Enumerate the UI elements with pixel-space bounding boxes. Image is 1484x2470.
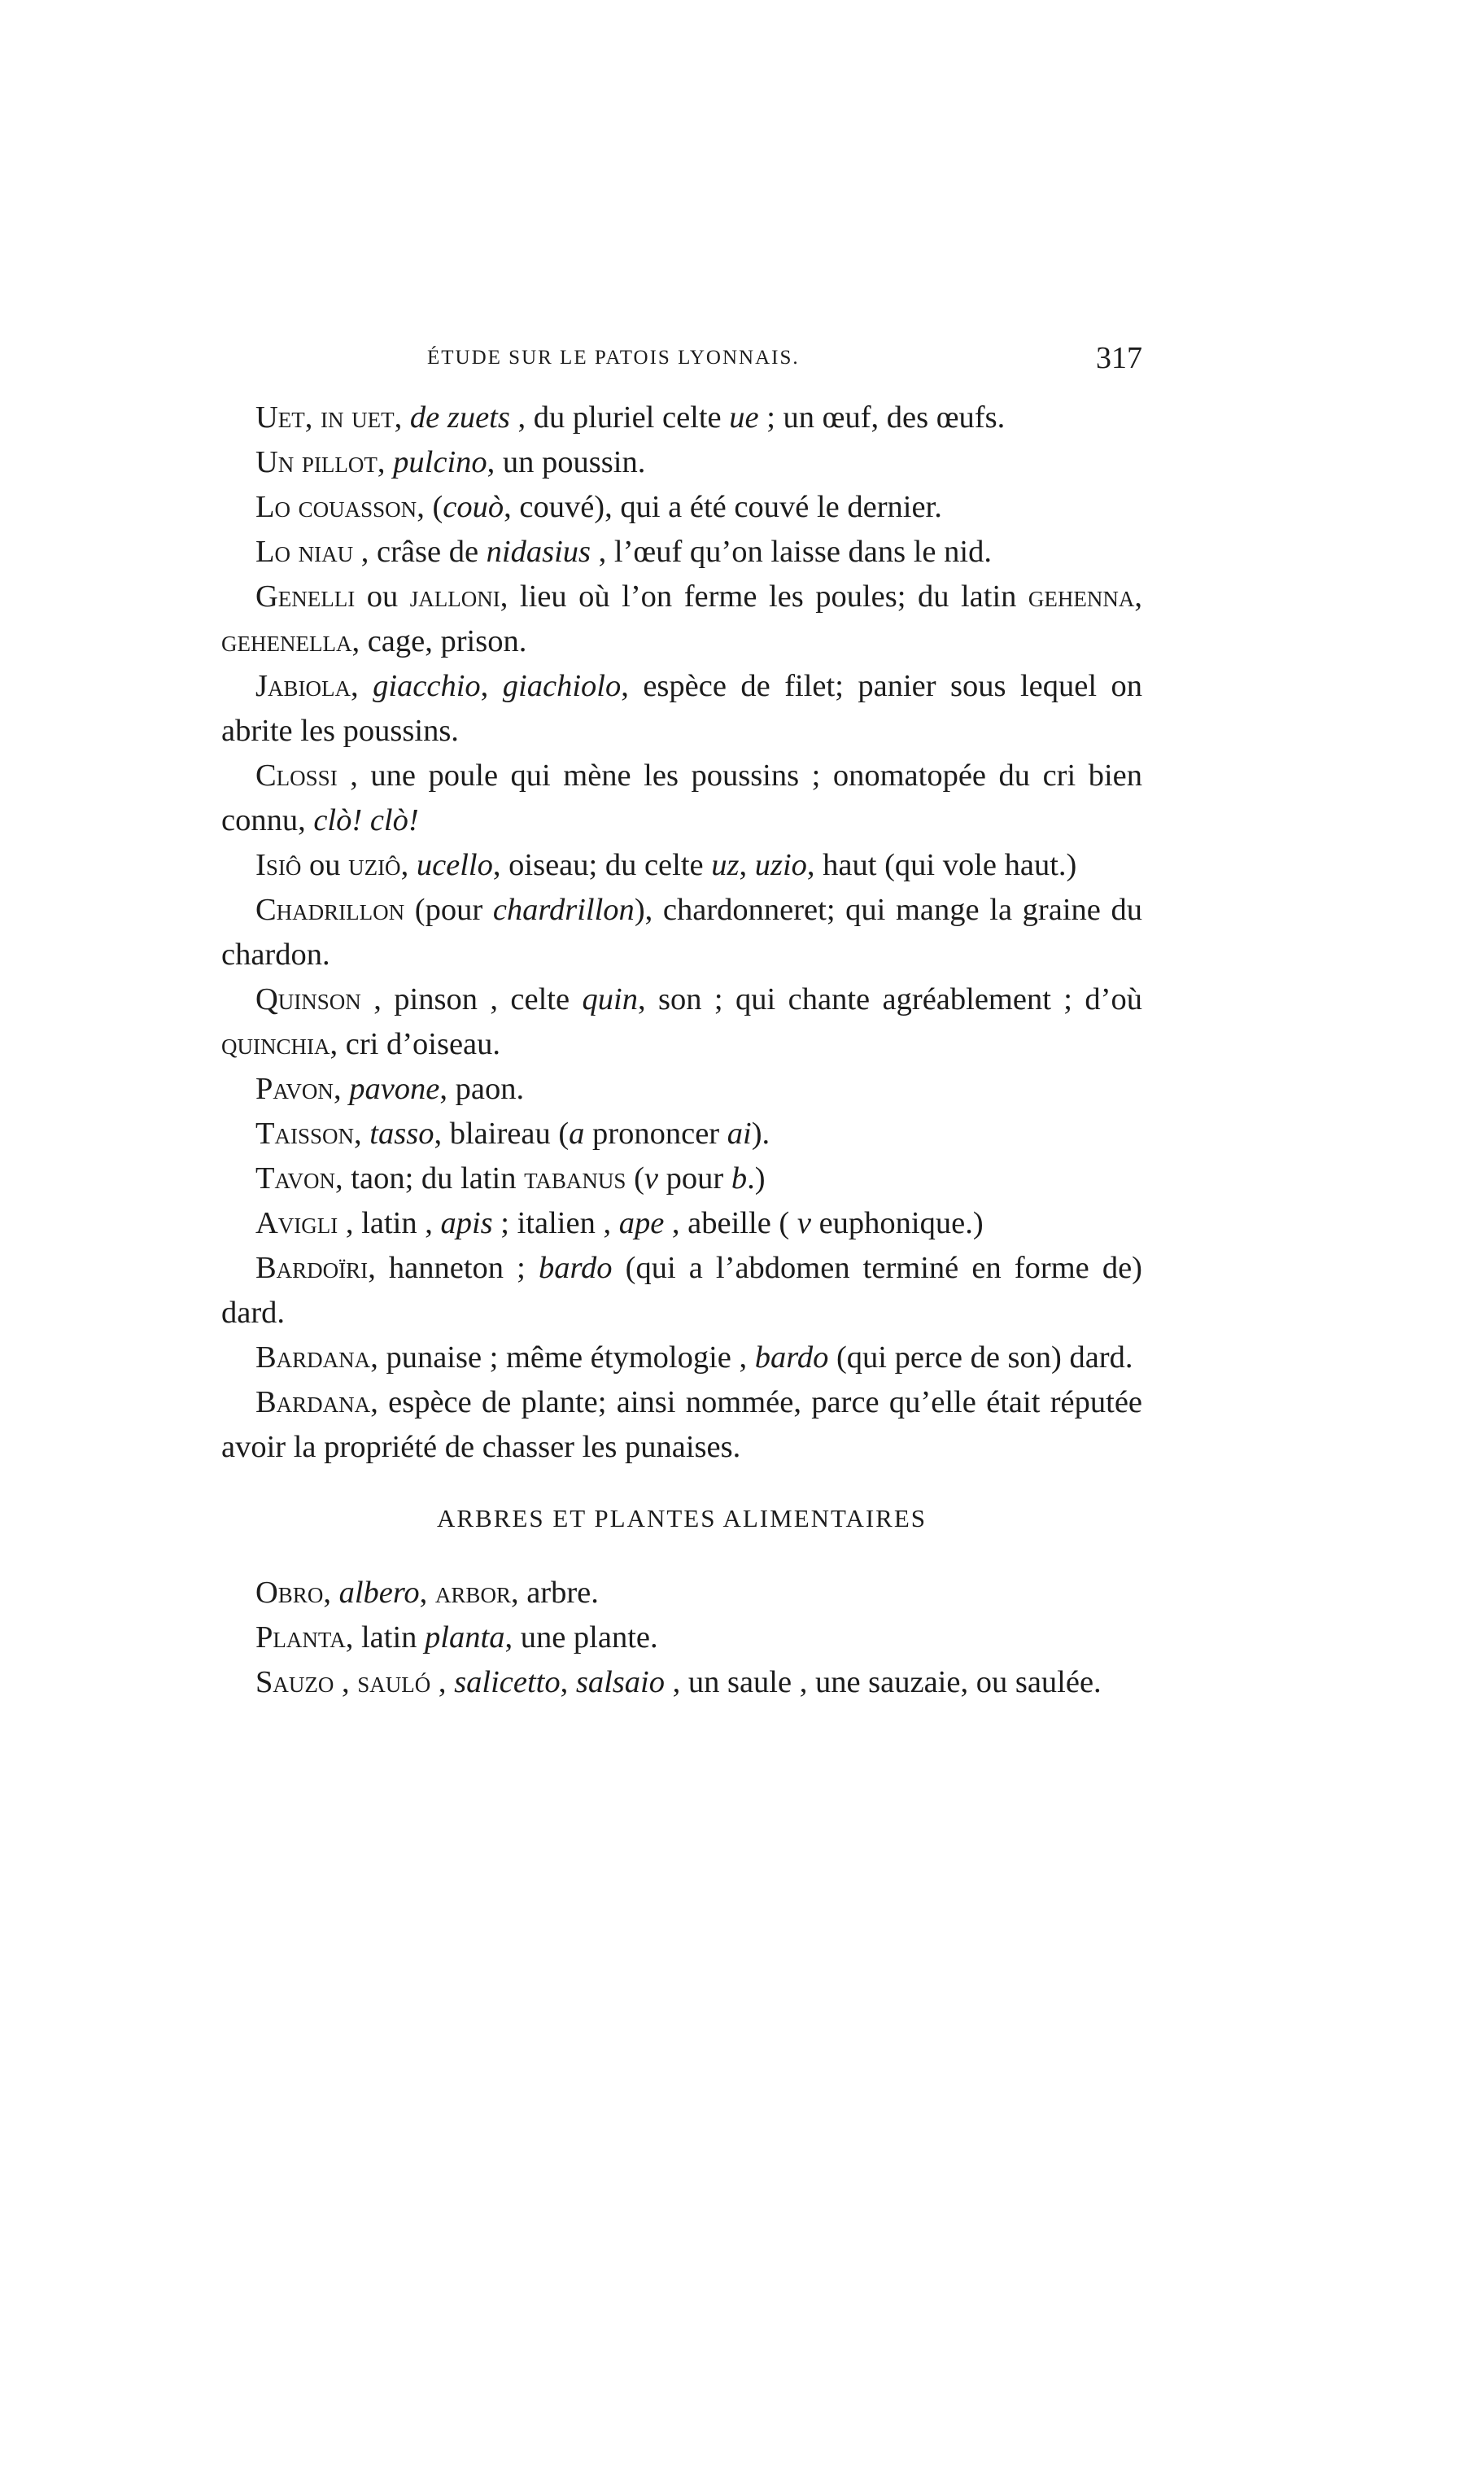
glossary-entry: Un pillot, pulcino, un poussin. (255, 445, 646, 479)
running-title: ÉTUDE SUR LE PATOIS LYONNAIS. (427, 347, 800, 369)
glossary-entry: Pavon, pavone, paon. (255, 1072, 525, 1106)
glossary-entry: Quinson , pinson , celte quin, son ; qui chante agréablement ; d’où quinchia, cri d’oiseau. (221, 982, 1142, 1061)
running-head (221, 340, 1142, 378)
glossary-entry: Bardana, punaise ; même étymologie , bardo (qui perce de son) dard. (255, 1340, 1133, 1375)
glossary-entry: Taisson, tasso, blaireau (a prononcer ai). (255, 1117, 770, 1151)
glossary-entry: Uet, in uet, de zuets , du pluriel celte ue ; un œuf, des œufs. (255, 400, 1006, 435)
glossary-entry: Planta, latin planta, une plante. (255, 1620, 658, 1655)
glossary-entry: Jabiola, giacchio, giachiolo, espèce de filet; panier sous lequel on abrite les poussins. (221, 669, 1143, 748)
glossary-entries (221, 396, 1142, 1470)
glossary-entry: Chadrillon (pour chardrillon), chardonneret; qui mange la graine du chardon. (221, 893, 1142, 972)
book-page (221, 340, 1142, 1705)
glossary-entry: Clossi , une poule qui mène les poussins ; onomatopée du cri bien connu, clò! clò! (221, 758, 1142, 837)
glossary-entry: Isiô ou uziô, ucello, oiseau; du celte uz, uzio, haut (qui vole haut.) (255, 848, 1077, 882)
glossary-entry: Sauzo , sauló , salicetto, salsaio , un saule , une sauzaie, ou saulée. (255, 1665, 1102, 1699)
glossary-entry: Bardoïri, hanneton ; bardo (qui a l’abdomen terminé en forme de) dard. (221, 1251, 1142, 1330)
glossary-entry: Lo niau , crâse de nidasius , l’œuf qu’on laisse dans le nid. (255, 535, 992, 569)
section-heading: ARBRES ET PLANTES ALIMENTAIRES (436, 1504, 928, 1532)
glossary-entry: Lo couasson, (couò, couvé), qui a été couvé le dernier. (255, 490, 942, 524)
page-number: 317 (1096, 341, 1142, 375)
section-entries (221, 1571, 1142, 1705)
glossary-entry: Bardana, espèce de plante; ainsi nommée, parce qu’elle était réputée avoir la propriété de chasser les punaises. (221, 1385, 1142, 1464)
glossary-entry: Genelli ou jalloni, lieu où l’on ferme les poules; du latin gehenna, gehenella, cage, prison. (221, 579, 1143, 658)
glossary-entry: Obro, albero, arbor, arbre. (255, 1576, 599, 1610)
glossary-entry: Tavon, taon; du latin tabanus (v pour b.) (255, 1161, 766, 1196)
glossary-entry: Avigli , latin , apis ; italien , ape , abeille ( v euphonique.) (255, 1206, 984, 1240)
